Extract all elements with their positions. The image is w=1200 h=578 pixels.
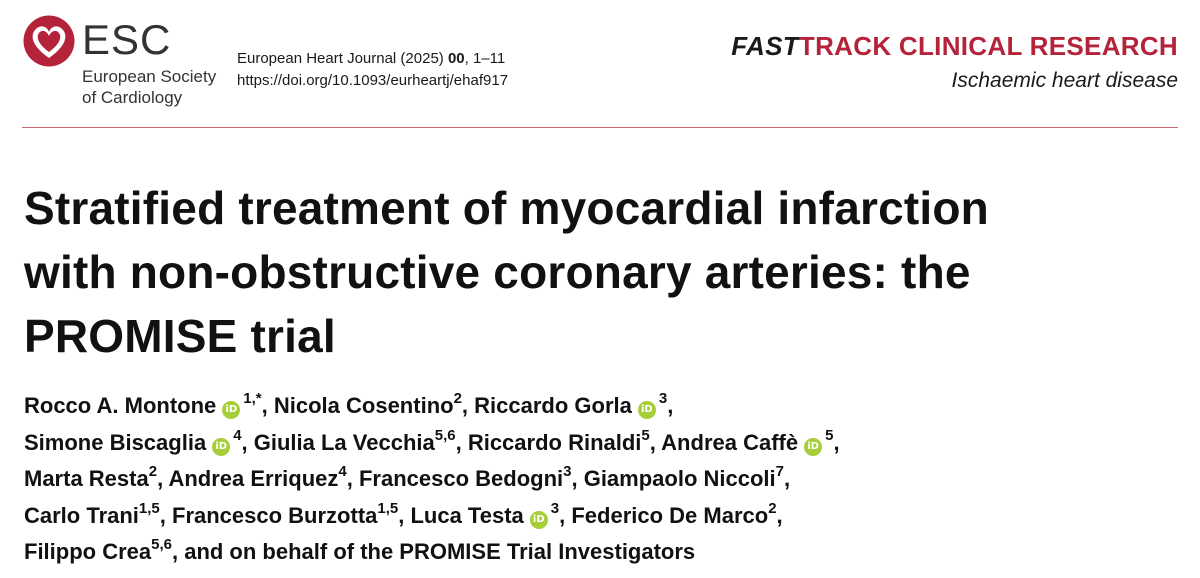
- doi-link[interactable]: https://doi.org/10.1093/eurheartj/ehaf917: [237, 72, 509, 89]
- author-line-4: [24, 498, 1174, 535]
- heart-icon: [22, 14, 76, 68]
- author-line-5: [24, 534, 1174, 571]
- author-name[interactable]: , Nicola Cosentino: [261, 393, 454, 418]
- affiliation-ref: 7: [775, 463, 784, 481]
- article-title: [24, 176, 1174, 368]
- affiliation-ref: 3: [550, 499, 560, 517]
- section-label-fast: FAST: [731, 31, 799, 61]
- journal-reference: [237, 48, 508, 70]
- affiliation-ref: 2: [148, 463, 158, 481]
- title-line-1: Stratified treatment of myocardial infarction: [24, 182, 989, 234]
- author-line-3: [24, 461, 1174, 498]
- author-name[interactable]: , Federico De Marco: [559, 502, 769, 528]
- orcid-icon[interactable]: iD: [804, 438, 822, 456]
- affiliation-ref: 2: [768, 499, 777, 517]
- journal-volume: 00: [447, 50, 465, 67]
- orcid-icon[interactable]: iD: [212, 438, 230, 456]
- author-name[interactable]: , Giampaolo Niccoli: [571, 466, 776, 492]
- esc-logo: [22, 14, 237, 114]
- author-name[interactable]: , Giulia La Vecchia: [241, 429, 435, 455]
- author-name[interactable]: Filippo Crea: [24, 539, 152, 565]
- author-name[interactable]: , Luca Testa: [398, 502, 524, 528]
- logo-society-name: [82, 66, 216, 108]
- orcid-icon[interactable]: iD: [222, 401, 240, 419]
- affiliation-ref: 1,5: [138, 499, 160, 517]
- author-name[interactable]: , Riccardo Rinaldi: [455, 429, 642, 455]
- separator: ,: [833, 429, 840, 455]
- author-name[interactable]: Carlo Trani: [24, 502, 139, 528]
- title-line-3: PROMISE trial: [24, 310, 336, 362]
- title-line-2: with non-obstructive coronary arteries: the: [24, 246, 971, 298]
- author-name[interactable]: Simone Biscaglia: [24, 429, 207, 455]
- author-name[interactable]: , Francesco Bedogni: [346, 466, 564, 492]
- author-name[interactable]: , Andrea Erriquez: [157, 466, 339, 492]
- author-name[interactable]: , Riccardo Gorla: [461, 393, 632, 418]
- journal-name: European Heart Journal (2025): [237, 50, 448, 67]
- section-label-rest: TRACK CLINICAL RESEARCH: [798, 31, 1178, 61]
- author-list: [24, 388, 1174, 571]
- affiliation-ref: 5: [641, 426, 650, 444]
- affiliation-ref: 4: [338, 463, 347, 481]
- author-name[interactable]: Marta Resta: [24, 466, 149, 492]
- affiliation-ref: 5,6: [151, 536, 172, 554]
- affiliation-ref: 4: [233, 426, 242, 444]
- society-line-2: of Cardiology: [82, 88, 183, 107]
- affiliation-ref: 2: [453, 390, 462, 407]
- section-header: [731, 30, 1178, 94]
- affiliation-ref: 1,5: [377, 499, 399, 517]
- author-line-2: [24, 425, 1174, 462]
- orcid-icon[interactable]: iD: [530, 511, 548, 529]
- affiliation-ref: 1,*: [243, 390, 262, 407]
- affiliation-ref: 5,6: [434, 426, 456, 444]
- separator: ,: [783, 466, 791, 492]
- header-divider: [22, 127, 1178, 128]
- author-line-1: [24, 388, 1174, 425]
- affiliation-ref: 3: [563, 463, 572, 481]
- orcid-icon[interactable]: iD: [638, 401, 656, 419]
- author-name[interactable]: , Andrea Caffè: [649, 429, 799, 455]
- subsection-label: Ischaemic heart disease: [951, 69, 1178, 92]
- author-name[interactable]: , Francesco Burzotta: [159, 502, 378, 528]
- separator: ,: [667, 393, 674, 418]
- section-label: [731, 30, 1178, 62]
- journal-citation: [237, 48, 508, 92]
- author-name[interactable]: Rocco A. Montone: [24, 393, 217, 418]
- separator: ,: [776, 502, 783, 528]
- society-line-1: European Society: [82, 67, 217, 86]
- affiliation-ref: 3: [658, 390, 668, 407]
- affiliation-ref: 5: [825, 426, 834, 444]
- journal-pages: , 1–11: [464, 50, 506, 67]
- collaboration-note: , and on behalf of the PROMISE Trial Investigators: [171, 539, 696, 565]
- logo-acronym: ESC: [82, 16, 172, 63]
